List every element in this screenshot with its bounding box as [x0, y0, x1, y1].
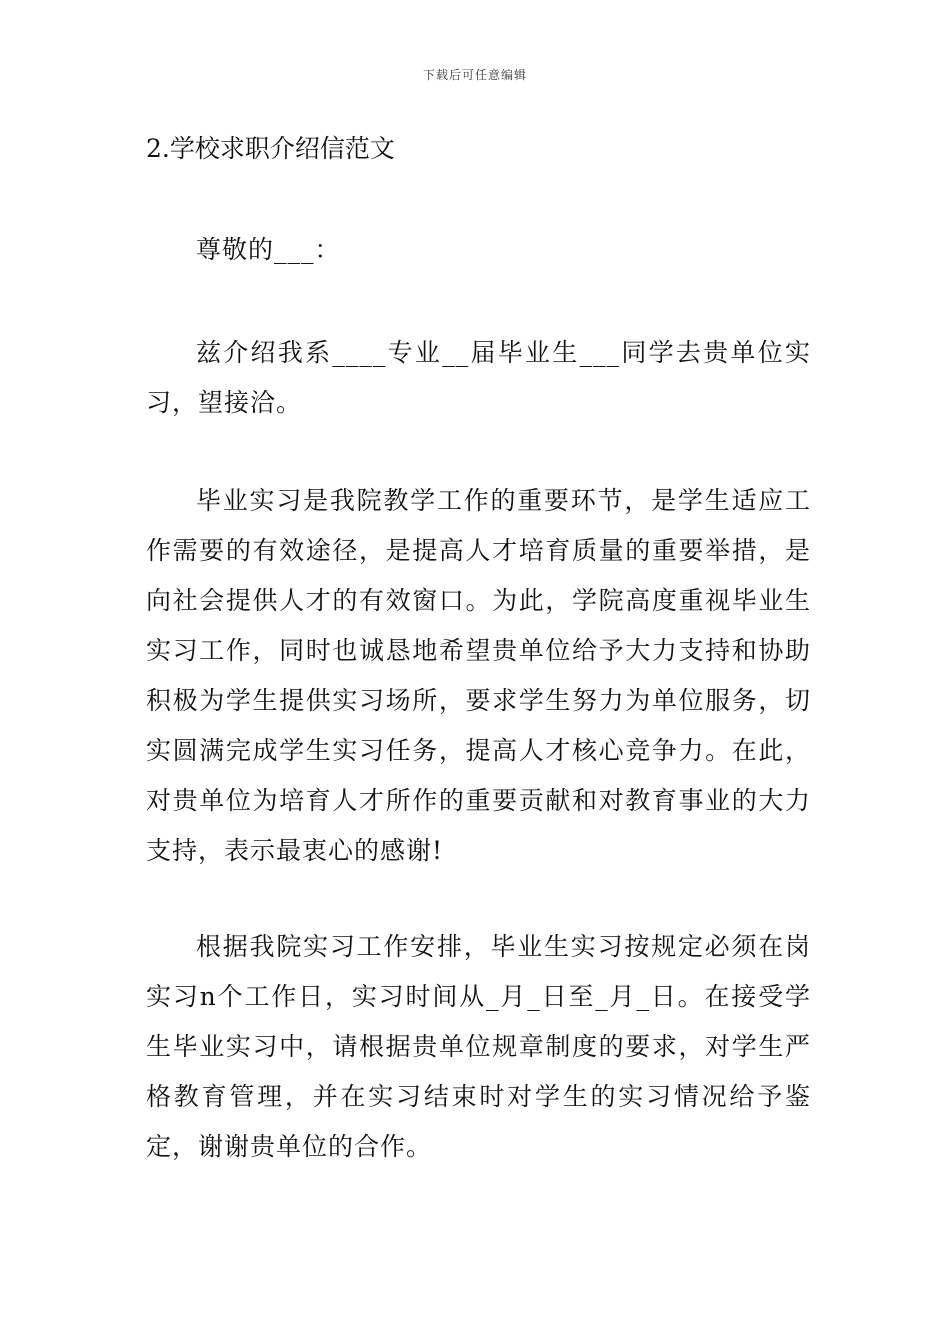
salutation: 尊敬的___：	[196, 235, 341, 264]
paragraph-intro: 兹介绍我系____专业__届毕业生___同学去贵单位实习，望接洽。	[146, 338, 811, 417]
paragraph-internship-arrangement: 根据我院实习工作安排，毕业生实习按规定必须在岗实习n个工作日，实习时间从_月_日至_月_日。在接受学生毕业实习中，请根据贵单位规章制度的要求，对学生严格教育管理，并在实习结束时对学生的实习情况给予鉴定，谢谢贵单位的合作。	[146, 932, 811, 1161]
header-note: 下载后可任意编辑	[422, 68, 527, 82]
paragraph-internship-importance: 毕业实习是我院教学工作的重要环节，是学生适应工作需要的有效途径，是提高人才培育质量的重要举措，是向社会提供人才的有效窗口。为此，学院高度重视毕业生实习工作，同时也诚恳地希望贵单位给予大力支持和协助积极为学生提供实习场所，要求学生努力为单位服务，切实圆满完成学生实习任务，提高人才核心竞争力。在此，对贵单位为培育人才所作的重要贡献和对教育事业的大力支持，表示最衷心的感谢!	[146, 486, 811, 865]
document-title: 2.学校求职介绍信范文	[146, 134, 395, 163]
